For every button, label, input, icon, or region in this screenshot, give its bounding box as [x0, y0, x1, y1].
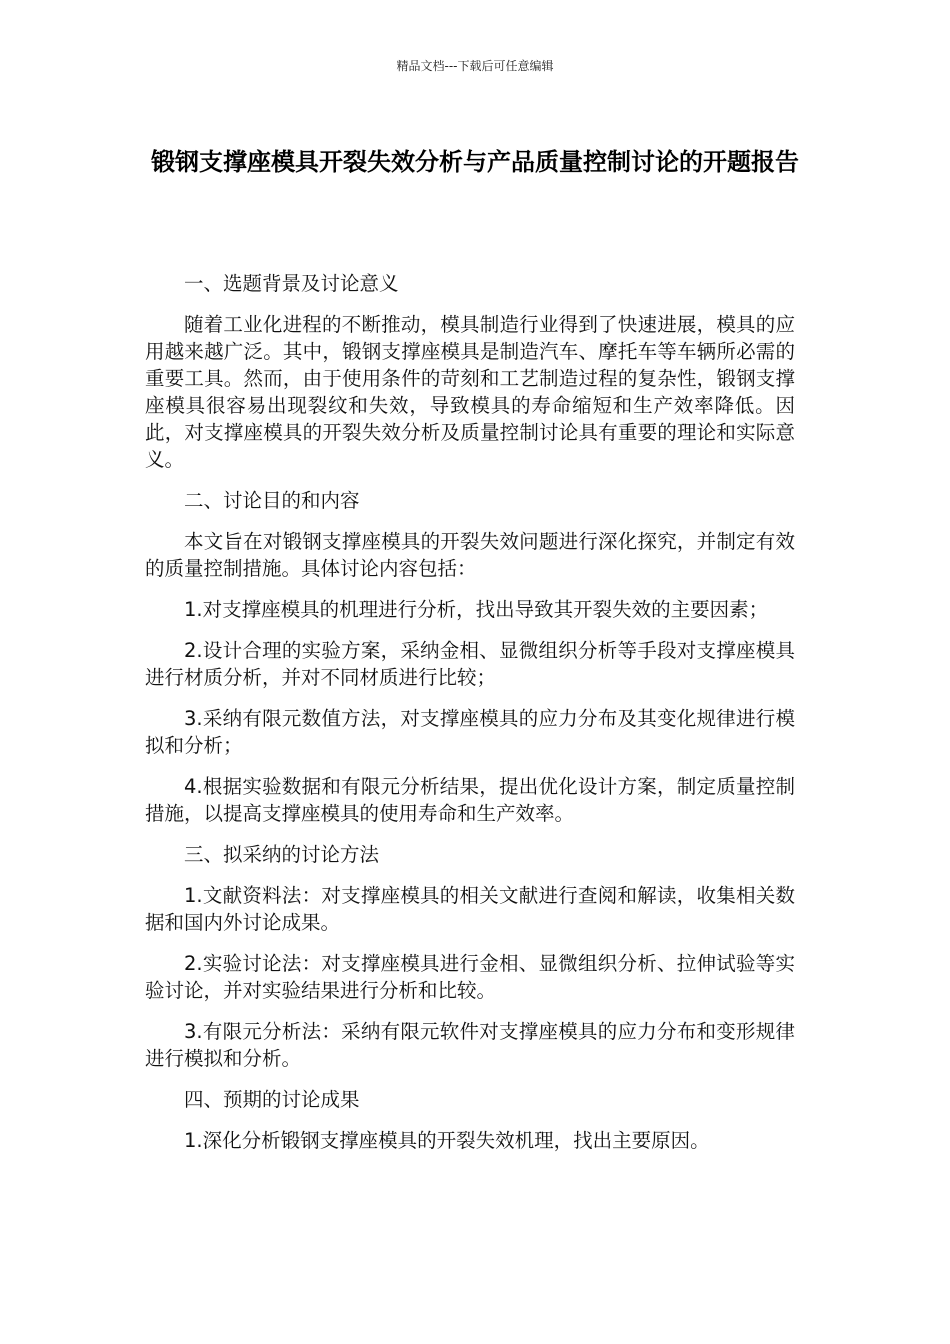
list-item: 2.实验讨论法：对支撑座模具进行金相、显微组织分析、拉伸试验等实验讨论，并对实验结果进行分析和比较。 — [145, 952, 795, 1002]
list-item: 4.根据实验数据和有限元分析结果，提出优化设计方案，制定质量控制措施，以提高支撑座模具的使用寿命和生产效率。 — [145, 775, 795, 825]
list-item: 3.采纳有限元数值方法，对支撑座模具的应力分布及其变化规律进行模拟和分析； — [145, 707, 795, 757]
list-item: 1.深化分析锻钢支撑座模具的开裂失效机理，找出主要原因。 — [184, 1129, 710, 1152]
list-item: 1.对支撑座模具的机理进行分析，找出导致其开裂失效的主要因素； — [184, 598, 769, 621]
section-heading: 四、预期的讨论成果 — [184, 1088, 360, 1111]
document-title: 锻钢支撑座模具开裂失效分析与产品质量控制讨论的开题报告 — [151, 148, 799, 176]
header-note: 精品文档---下载后可任意编辑 — [396, 59, 554, 73]
section-heading: 二、讨论目的和内容 — [184, 489, 360, 512]
list-item: 3.有限元分析法：采纳有限元软件对支撑座模具的应力分布和变形规律进行模拟和分析。 — [145, 1020, 795, 1070]
section-heading: 一、选题背景及讨论意义 — [184, 272, 399, 295]
document-body — [145, 270, 795, 1168]
section-heading: 三、拟采纳的讨论方法 — [184, 843, 380, 866]
paragraph: 随着工业化进程的不断推动，模具制造行业得到了快速进展，模具的应用越来越广泛。其中，锻钢支撑座模具是制造汽车、摩托车等车辆所必需的重要工具。然而，由于使用条件的苛刻和工艺制造过程的复杂性，锻钢支撑座模具很容易出现裂纹和失效，导致模具的寿命缩短和生产效率降低。因此，对支撑座模具的开裂失效分析及质量控制讨论具有重要的理论和实际意义。 — [145, 313, 795, 471]
paragraph: 本文旨在对锻钢支撑座模具的开裂失效问题进行深化探究，并制定有效的质量控制措施。具体讨论内容包括： — [145, 530, 795, 580]
list-item: 2.设计合理的实验方案，采纳金相、显微组织分析等手段对支撑座模具进行材质分析，并对不同材质进行比较； — [145, 639, 795, 689]
list-item: 1.文献资料法：对支撑座模具的相关文献进行查阅和解读，收集相关数据和国内外讨论成果。 — [145, 884, 795, 934]
